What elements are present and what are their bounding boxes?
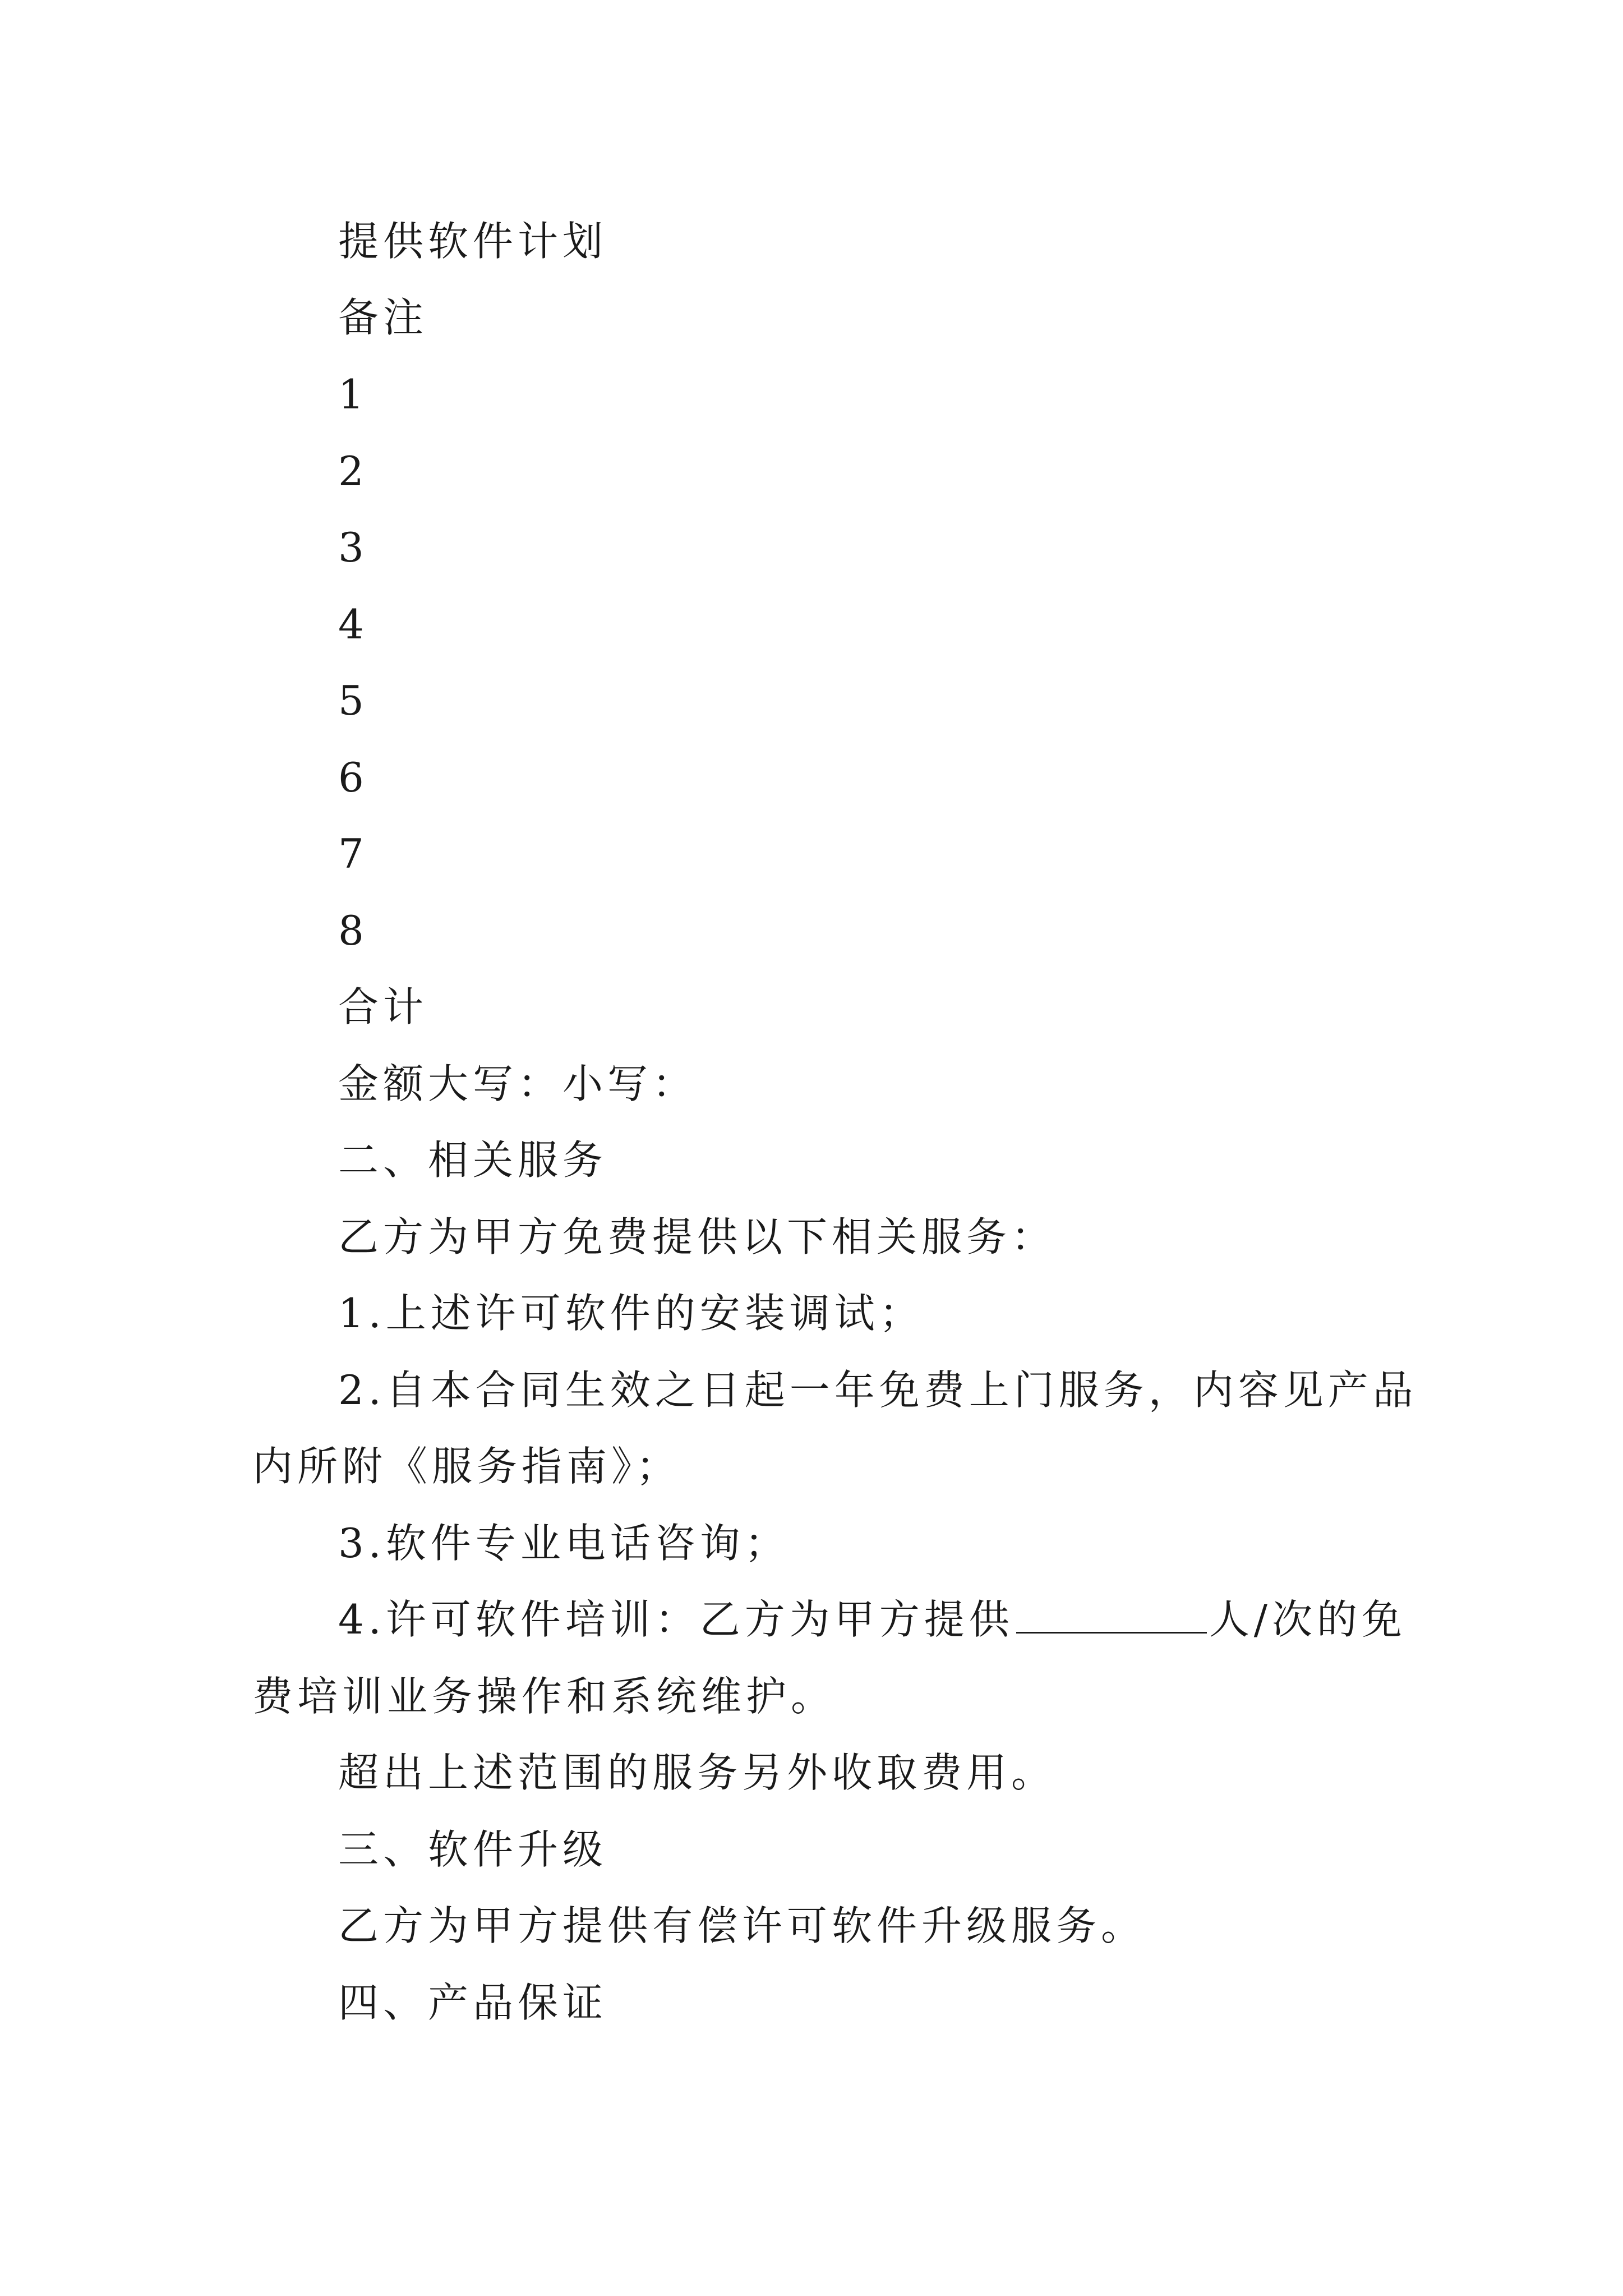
line-service-2-cont: 内所附《服务指南》； [252,1443,681,1490]
line-remarks: 备注 [338,294,428,341]
line-item-4: 4 [338,601,368,648]
line-item-6: 6 [338,754,368,801]
section-heading-product-guarantee: 四、产品保证 [338,1979,608,2026]
line-extra-fees: 超出上述范围的服务另外收取费用。 [338,1749,1057,1796]
line-total: 合计 [338,983,428,1030]
line-upgrade-service: 乙方为甲方提供有偿许可软件升级服务。 [338,1902,1146,1949]
line-item-3: 3 [338,524,368,571]
line-service-3: 3.软件专业电话咨询； [338,1520,790,1567]
line-item-7: 7 [338,830,368,877]
line-item-1: 1 [338,371,368,418]
line-software-plan: 提供软件计划 [338,218,608,265]
line-amount: 金额大写：小写： [338,1060,698,1107]
section-heading-related-services: 二、相关服务 [338,1137,608,1184]
fill-in-blank [1016,1596,1207,1634]
line-services-intro: 乙方为甲方免费提供以下相关服务： [338,1213,1057,1260]
section-heading-software-upgrade: 三、软件升级 [338,1826,608,1873]
line-item-5: 5 [338,677,368,724]
line-service-4-cont: 费培训业务操作和系统维护。 [252,1673,836,1720]
line-service-4-text: 4.许可软件培训：乙方为甲方提供 [338,1596,1014,1643]
line-item-2: 2 [338,448,368,495]
line-item-8: 8 [338,907,368,954]
line-service-4-suffix: 人/次的免 [1209,1596,1407,1643]
line-service-1: 1.上述许可软件的安装调试； [338,1290,924,1337]
line-service-2: 2.自本合同生效之日起一年免费上门服务，内容见产品 [338,1366,1418,1414]
line-service-4 [338,1593,1407,1646]
